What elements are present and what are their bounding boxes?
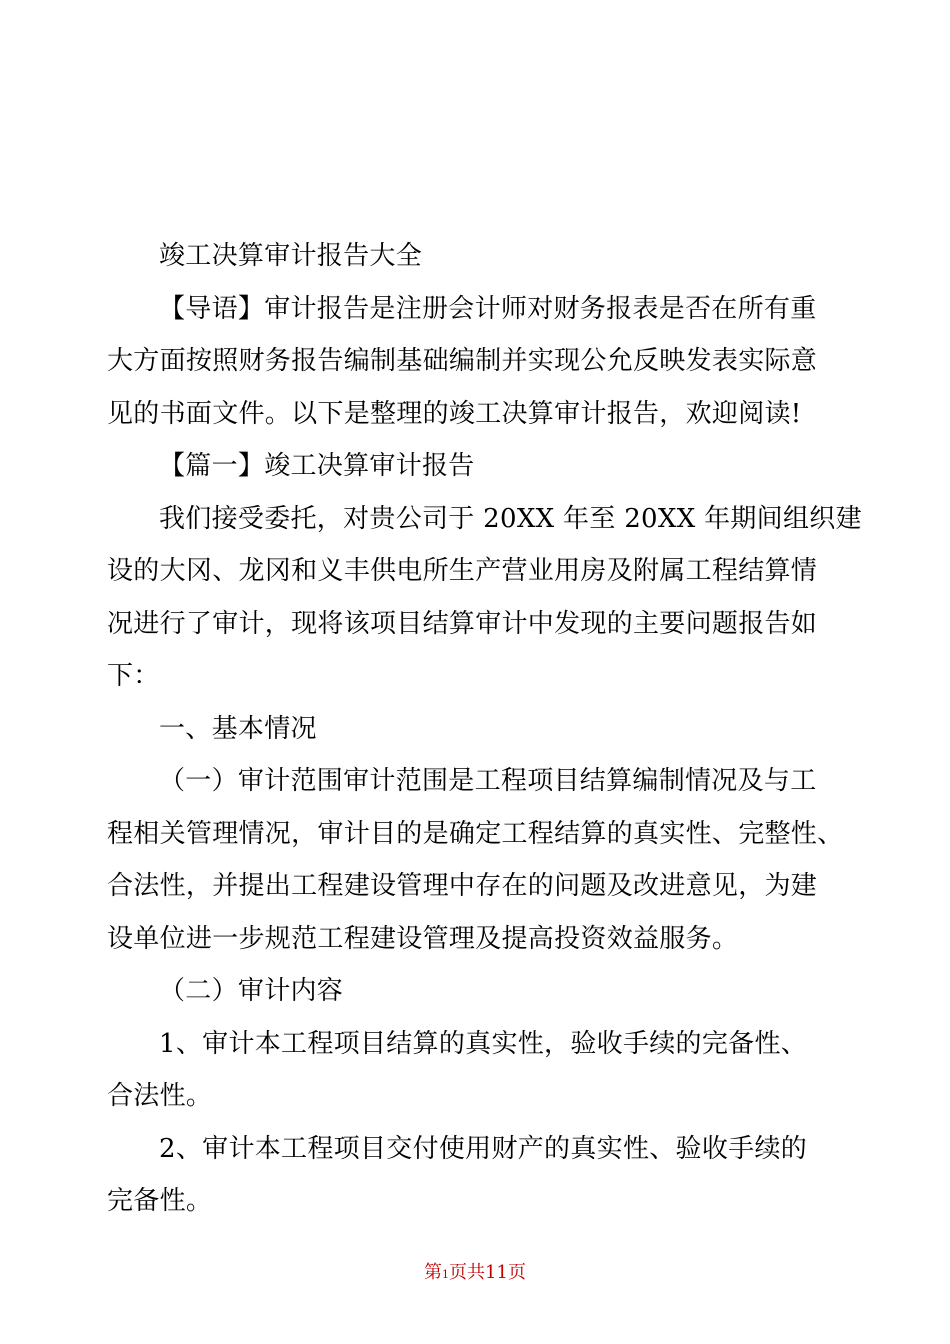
footer-prefix: 第: [424, 1262, 443, 1283]
section-heading: 【篇一】竣工决算审计报告: [159, 451, 475, 481]
document-title: 竣工决算审计报告大全: [159, 241, 423, 271]
body-paragraph-line: （一）审计范围审计范围是工程项目结算编制情况及与工: [159, 766, 817, 796]
body-paragraph-line: 合法性，并提出工程建设管理中存在的问题及改进意见，为建: [107, 871, 818, 901]
intro-paragraph-line: 见的书面文件。以下是整理的竣工决算审计报告，欢迎阅读!: [107, 398, 802, 429]
footer-total-pages: 11: [485, 1262, 508, 1283]
body-paragraph-line: 设的大冈、龙冈和义丰供电所生产营业用房及附属工程结算情: [107, 556, 818, 586]
intro-paragraph-line: 【导语】审计报告是注册会计师对财务报表是否在所有重: [159, 293, 817, 324]
body-paragraph-line: 况进行了审计，现将该项目结算审计中发现的主要问题报告如: [107, 608, 818, 639]
footer-page-number: 1: [442, 1268, 450, 1281]
body-paragraph-line: 设单位进一步规范工程建设管理及提高投资效益服务。: [107, 923, 739, 954]
document-body: [107, 230, 862, 1228]
body-paragraph-line: 下：: [107, 661, 160, 691]
body-paragraph-line: 我们接受委托，对贵公司于 20XX 年至 20XX 年期间组织建: [159, 503, 862, 534]
subsection-heading: （二）审计内容: [159, 976, 344, 1006]
footer-suffix: 页: [507, 1262, 526, 1283]
list-item-line: 完备性。: [107, 1186, 213, 1216]
list-item-line: 1、审计本工程项目结算的真实性，验收手续的完备性、: [159, 1028, 808, 1059]
body-paragraph-line: 程相关管理情况，审计目的是确定工程结算的真实性、完整性、: [107, 818, 844, 849]
intro-paragraph-line: 大方面按照财务报告编制基础编制并实现公允反映发表实际意: [107, 346, 818, 376]
list-item-line: 合法性。: [107, 1081, 213, 1111]
list-item-line: 2、审计本工程项目交付使用财产的真实性、验收手续的: [159, 1133, 808, 1164]
page-footer: [0, 1258, 950, 1284]
subsection-heading: 一、基本情况: [159, 713, 317, 744]
footer-middle: 页共: [449, 1262, 486, 1283]
